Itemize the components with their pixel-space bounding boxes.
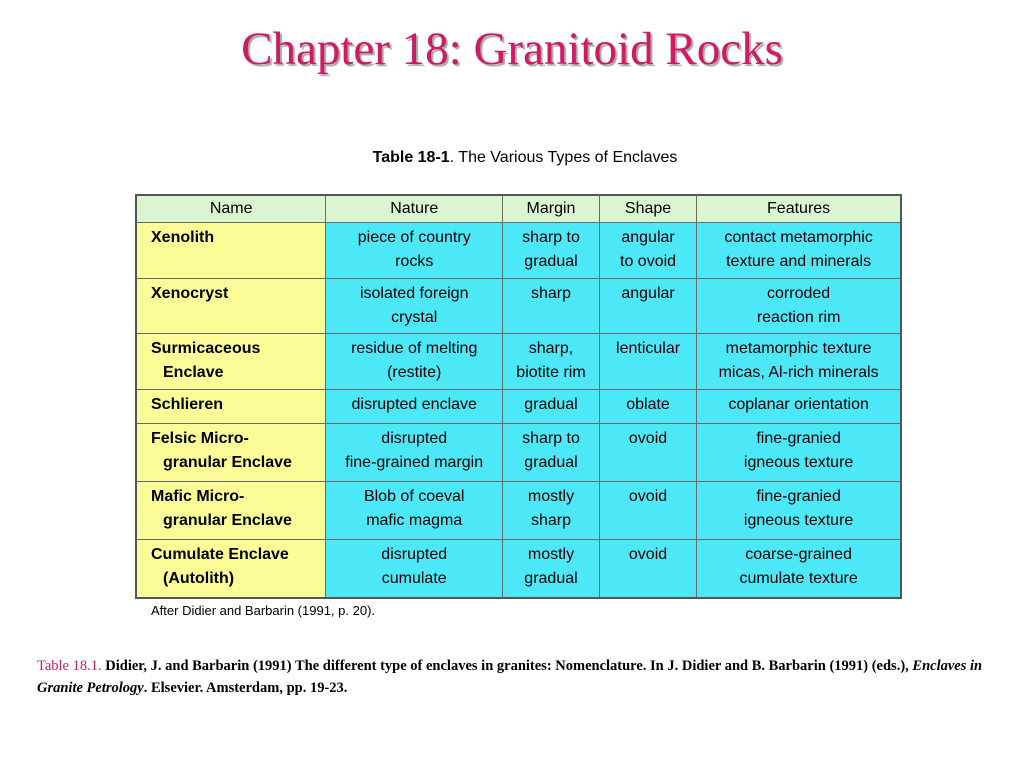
cell-nature — [326, 482, 503, 540]
cell-nature — [326, 424, 503, 482]
header-features: Features — [697, 195, 901, 223]
cell-margin-line: gradual — [524, 253, 578, 270]
cell-shape-line: ovoid — [628, 430, 668, 447]
table-row — [136, 540, 901, 598]
table-row — [136, 279, 901, 334]
cell-name — [136, 223, 326, 279]
cell-margin-line: gradual — [524, 454, 578, 471]
cell-features — [697, 223, 901, 279]
cell-features-line: cumulate texture — [739, 570, 858, 587]
slide-title: Chapter 18: Granitoid Rocks — [241, 23, 783, 75]
cell-features-line: fine-granied — [756, 488, 841, 505]
cell-name — [136, 482, 326, 540]
table-row — [136, 390, 901, 424]
cell-shape — [599, 223, 696, 279]
cell-features — [697, 279, 901, 334]
cell-nature-line: rocks — [395, 253, 434, 270]
cell-shape — [599, 279, 696, 334]
cell-nature — [326, 334, 503, 390]
cell-margin-line: sharp — [530, 285, 571, 302]
cell-margin-line: sharp to — [522, 430, 580, 447]
table-row — [136, 424, 901, 482]
cell-nature-line: disrupted enclave — [351, 396, 477, 413]
cell-margin — [503, 279, 600, 334]
header-name: Name — [136, 195, 326, 223]
cell-features — [697, 390, 901, 424]
table-row — [136, 223, 901, 279]
cell-margin-line: biotite rim — [516, 364, 586, 381]
cell-shape-line: angular — [621, 285, 675, 302]
cell-features-line: coplanar orientation — [728, 396, 869, 413]
reference-label: Table 18.1. — [37, 658, 102, 674]
cell-features — [697, 424, 901, 482]
cell-shape — [599, 424, 696, 482]
cell-margin-line: sharp, — [528, 340, 574, 357]
cell-margin-line: gradual — [524, 570, 578, 587]
cell-name-line: Xenolith — [151, 229, 215, 246]
cell-features-line: igneous texture — [743, 454, 854, 471]
cell-nature-line: fine-grained margin — [345, 454, 484, 471]
cell-margin-line: mostly — [527, 546, 575, 563]
header-shape: Shape — [599, 195, 696, 223]
cell-name — [136, 540, 326, 598]
cell-name — [136, 390, 326, 424]
cell-name — [136, 334, 326, 390]
cell-nature-line: disrupted — [381, 430, 448, 447]
cell-name-line: granular Enclave — [163, 454, 292, 471]
cell-margin-line: gradual — [524, 396, 578, 413]
reference-citation — [37, 655, 987, 699]
cell-shape — [599, 390, 696, 424]
cell-margin — [503, 540, 600, 598]
enclaves-table — [135, 194, 902, 599]
cell-margin-line: sharp to — [522, 229, 580, 246]
reference-book-title: Enclaves in Granite Petrology — [37, 658, 983, 696]
header-margin: Margin — [503, 195, 600, 223]
cell-features-line: igneous texture — [743, 512, 854, 529]
reference-text-1: Didier, J. and Barbarin (1991) The different type of enclaves in granites: Nomenclature. In J. Didier and B. Barbarin (1991) (eds.), — [101, 658, 913, 674]
cell-nature-line: (restite) — [387, 364, 442, 381]
cell-nature-line: disrupted — [381, 546, 448, 563]
cell-nature-line: crystal — [391, 309, 438, 326]
cell-name-line: Surmicaceous — [151, 340, 261, 357]
cell-shape-line: ovoid — [628, 488, 668, 505]
cell-features — [697, 540, 901, 598]
table-caption-label: Table 18-1 — [372, 149, 450, 166]
cell-margin-line: mostly — [527, 488, 575, 505]
cell-name — [136, 424, 326, 482]
cell-shape — [599, 482, 696, 540]
table-header-row — [136, 195, 901, 223]
cell-shape — [599, 540, 696, 598]
cell-shape-line: ovoid — [628, 546, 668, 563]
cell-margin — [503, 390, 600, 424]
cell-name-line: Cumulate Enclave — [151, 546, 289, 563]
table-body — [136, 223, 901, 598]
cell-features-line: coarse-grained — [745, 546, 852, 563]
cell-name-line: granular Enclave — [163, 512, 292, 529]
cell-features-line: metamorphic texture — [725, 340, 872, 357]
cell-nature-line: Blob of coeval — [363, 488, 465, 505]
cell-margin — [503, 223, 600, 279]
cell-name-line: Xenocryst — [151, 285, 229, 302]
header-nature: Nature — [326, 195, 503, 223]
cell-nature-line: piece of country — [357, 229, 471, 246]
cell-name-line: (Autolith) — [163, 570, 235, 587]
cell-features-line: corroded — [767, 285, 831, 302]
cell-shape-line: to ovoid — [620, 253, 677, 270]
cell-shape — [599, 334, 696, 390]
cell-nature-line: mafic magma — [366, 512, 463, 529]
cell-features — [697, 334, 901, 390]
table-caption — [0, 149, 1024, 167]
table-row — [136, 482, 901, 540]
cell-shape-line: angular — [621, 229, 675, 246]
cell-features-line: fine-granied — [756, 430, 841, 447]
cell-shape-line: lenticular — [616, 340, 681, 357]
table-caption-text: . The Various Types of Enclaves — [449, 149, 678, 166]
source-note: After Didier and Barbarin (1991, p. 20). — [151, 603, 376, 618]
reference-text-2: . Elsevier. Amsterdam, pp. 19-23. — [143, 680, 348, 696]
cell-name — [136, 279, 326, 334]
cell-name-line: Felsic Micro- — [151, 430, 249, 447]
cell-margin-line: sharp — [530, 512, 571, 529]
cell-nature-line: isolated foreign — [359, 285, 469, 302]
cell-margin — [503, 334, 600, 390]
cell-nature — [326, 390, 503, 424]
table-row — [136, 334, 901, 390]
cell-features-line: contact metamorphic — [724, 229, 873, 246]
cell-margin — [503, 424, 600, 482]
cell-shape-line: oblate — [626, 396, 670, 413]
cell-features-line: reaction rim — [756, 309, 841, 326]
cell-features — [697, 482, 901, 540]
cell-nature-line: cumulate — [381, 570, 447, 587]
cell-name-line: Enclave — [163, 364, 224, 381]
cell-features-line: micas, Al-rich minerals — [718, 364, 879, 381]
cell-features-line: texture and minerals — [726, 253, 872, 270]
cell-nature — [326, 279, 503, 334]
cell-name-line: Mafic Micro- — [151, 488, 245, 505]
cell-nature — [326, 223, 503, 279]
cell-nature-line: residue of melting — [351, 340, 478, 357]
cell-margin — [503, 482, 600, 540]
cell-nature — [326, 540, 503, 598]
cell-name-line: Schlieren — [151, 396, 224, 413]
